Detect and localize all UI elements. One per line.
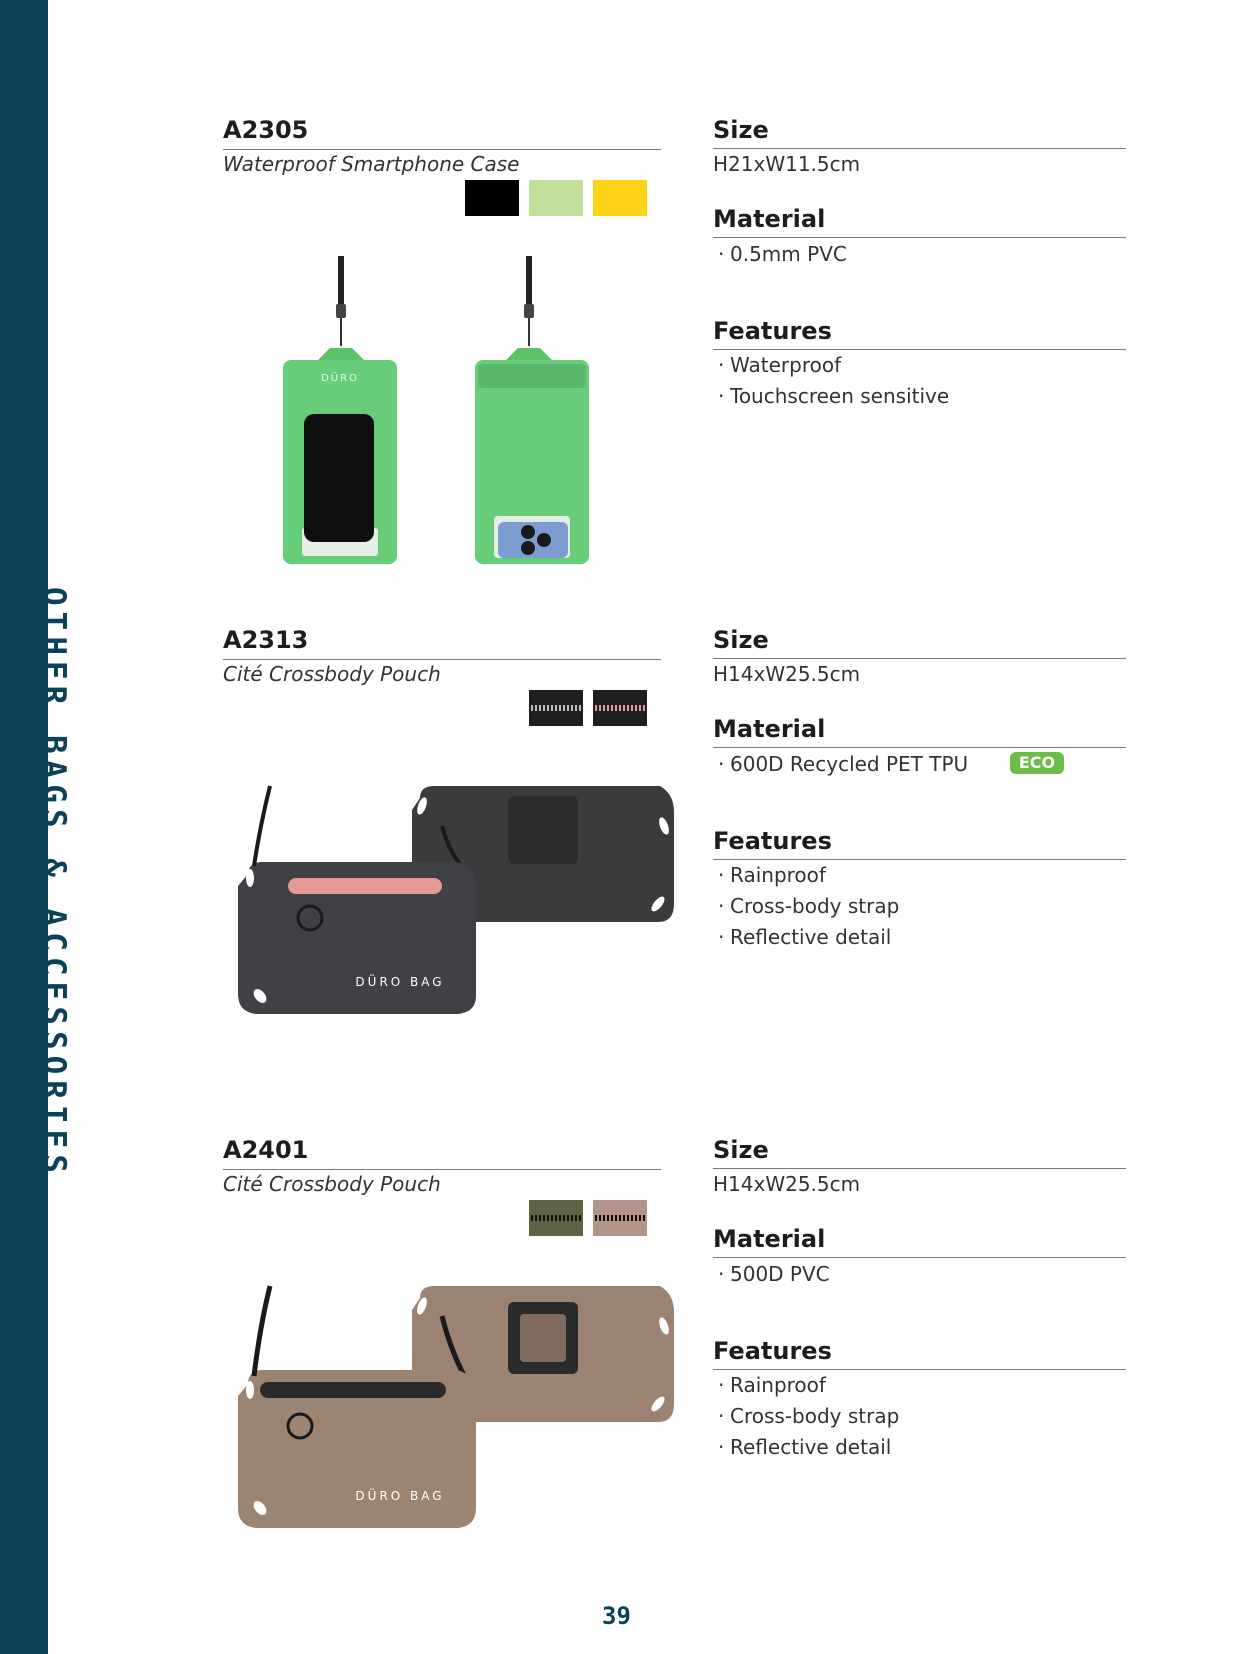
svg-text:DÜRO BAG: DÜRO BAG — [355, 1489, 445, 1503]
color-swatches — [529, 1200, 647, 1236]
swatch-black-grey[interactable] — [529, 690, 583, 726]
material-item: · 600D Recycled PET TPU — [718, 752, 969, 776]
color-swatches — [529, 690, 647, 726]
feature-item: · Rainproof — [718, 1373, 826, 1397]
product-code: A2313 — [223, 626, 309, 654]
material-heading: Material — [713, 715, 826, 743]
divider — [713, 747, 1126, 748]
crossbody-pouch-taupe-image — [230, 1286, 670, 1556]
swatch-taupe[interactable] — [593, 1200, 647, 1236]
material-item: · 0.5mm PVC — [718, 242, 847, 266]
features-heading: Features — [713, 317, 832, 345]
feature-item: · Cross-body strap — [718, 1404, 900, 1428]
size-value: H14xW25.5cm — [713, 662, 861, 686]
product-name: Cité Crossbody Pouch — [223, 662, 441, 686]
size-value: H14xW25.5cm — [713, 1172, 861, 1196]
divider — [713, 148, 1126, 149]
features-heading: Features — [713, 827, 832, 855]
features-heading: Features — [713, 1337, 832, 1365]
size-value: H21xW11.5cm — [713, 152, 861, 176]
divider — [713, 237, 1126, 238]
divider — [713, 859, 1126, 860]
phone-case-front-image — [280, 256, 400, 566]
divider — [713, 349, 1126, 350]
divider — [223, 1169, 661, 1170]
divider — [713, 658, 1126, 659]
feature-item: · Rainproof — [718, 863, 826, 887]
feature-item: · Reflective detail — [718, 1435, 892, 1459]
svg-text:DÜRO BAG: DÜRO BAG — [355, 975, 445, 989]
phone-case-back-image — [472, 256, 592, 566]
sidebar-category-label: OTHER BAGS & ACCESSORIES — [36, 587, 72, 1179]
product-code: A2401 — [223, 1136, 309, 1164]
divider — [223, 659, 661, 660]
feature-item: · Cross-body strap — [718, 894, 900, 918]
feature-item: · Reflective detail — [718, 925, 892, 949]
swatch-yellow[interactable] — [593, 180, 647, 216]
feature-item: · Waterproof — [718, 353, 842, 377]
material-heading: Material — [713, 1225, 826, 1253]
product-a2313 — [0, 626, 1241, 1126]
material-item: · 500D PVC — [718, 1262, 830, 1286]
material-heading: Material — [713, 205, 826, 233]
color-swatches — [465, 180, 647, 216]
feature-item: · Touchscreen sensitive — [718, 384, 950, 408]
product-name: Waterproof Smartphone Case — [223, 152, 520, 176]
eco-badge: ECO — [1010, 752, 1064, 774]
crossbody-pouch-black-image — [230, 786, 670, 1046]
swatch-black-pink[interactable] — [593, 690, 647, 726]
divider — [223, 149, 661, 150]
divider — [713, 1369, 1126, 1370]
page-number: 39 — [602, 1602, 631, 1630]
product-a2401 — [0, 1136, 1241, 1636]
swatch-olive[interactable] — [529, 1200, 583, 1236]
svg-text:DÜRO: DÜRO — [321, 373, 359, 384]
divider — [713, 1257, 1126, 1258]
swatch-light-green[interactable] — [529, 180, 583, 216]
product-code: A2305 — [223, 116, 309, 144]
swatch-black[interactable] — [465, 180, 519, 216]
size-heading: Size — [713, 1136, 769, 1164]
divider — [713, 1168, 1126, 1169]
size-heading: Size — [713, 626, 769, 654]
size-heading: Size — [713, 116, 769, 144]
product-a2305 — [0, 116, 1241, 616]
product-name: Cité Crossbody Pouch — [223, 1172, 441, 1196]
